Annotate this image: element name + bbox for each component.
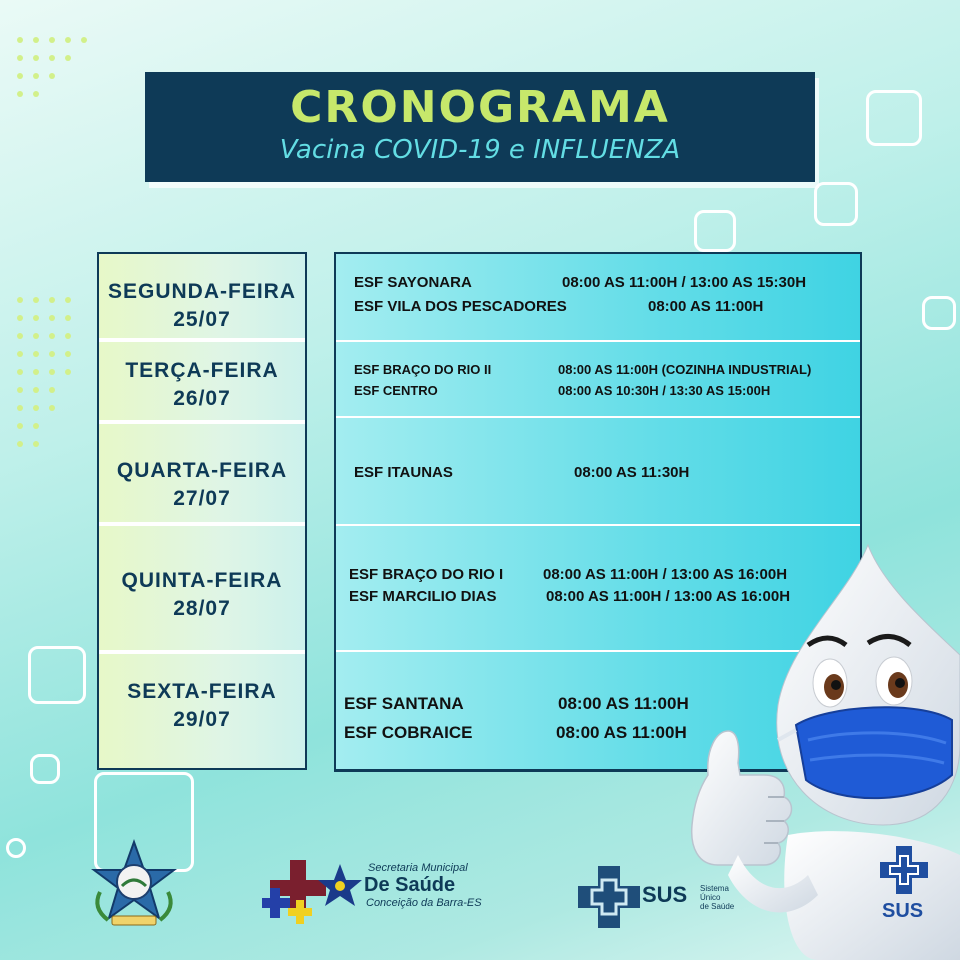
schedule-place: ESF BRAÇO DO RIO I (349, 566, 504, 583)
row-divider (336, 340, 860, 342)
outline-square-decoration (28, 646, 86, 704)
secretaria-line2: De Saúde (364, 874, 456, 896)
page-title: CRONOGRAMA (290, 82, 670, 133)
sus-wordmark: SUS (642, 882, 688, 907)
secretaria-saude-wordmark (364, 862, 482, 909)
day-cell-thursday (99, 567, 305, 623)
outline-square-decoration (6, 838, 26, 858)
day-cell-monday (99, 278, 305, 334)
row-divider (99, 522, 305, 526)
schedule-place: ESF VILA DOS PESCADORES (354, 298, 567, 315)
day-date: 26/07 (173, 387, 231, 410)
sus-badge-cross-icon (880, 846, 928, 900)
row-divider (99, 650, 305, 654)
days-column (97, 252, 307, 770)
state-coat-of-arms-icon (86, 838, 182, 930)
sus-caption (700, 884, 734, 911)
schedule-time: 08:00 AS 11:00H / 13:00 AS 16:00H (546, 588, 791, 605)
outline-square-decoration (866, 90, 922, 146)
day-date: 27/07 (173, 487, 231, 510)
row-divider (99, 420, 305, 424)
schedule-time: 08:00 AS 11:00H (COZINHA INDUSTRIAL) (558, 362, 812, 377)
schedule-place: ESF SAYONARA (354, 274, 472, 291)
day-date: 29/07 (173, 708, 231, 731)
secretaria-line1: Secretaria Municipal (368, 862, 468, 874)
page-subtitle: Vacina COVID-19 e INFLUENZA (279, 135, 681, 165)
day-name: TERÇA-FEIRA (125, 359, 279, 382)
sus-caption-line: de Saúde (700, 902, 735, 911)
day-name: QUINTA-FEIRA (121, 569, 283, 592)
title-banner (145, 72, 815, 182)
day-cell-wednesday (99, 457, 305, 513)
schedule-time: 08:00 AS 11:30H (574, 464, 690, 481)
schedule-time: 08:00 AS 11:00H (556, 723, 687, 742)
day-cell-tuesday (99, 357, 305, 413)
day-name: SEXTA-FEIRA (127, 680, 277, 703)
schedule-place: ESF BRAÇO DO RIO II (354, 362, 492, 377)
outline-square-decoration (30, 754, 60, 784)
sus-caption-line: Único (700, 893, 721, 902)
schedule-place: ESF ITAUNAS (354, 464, 453, 481)
outline-square-decoration (694, 210, 736, 252)
sus-cross-icon (578, 866, 640, 928)
row-divider (336, 416, 860, 418)
day-date: 28/07 (173, 597, 231, 620)
schedule-place: ESF COBRAICE (344, 723, 473, 742)
outline-square-decoration (922, 296, 956, 330)
day-name: QUARTA-FEIRA (116, 459, 288, 482)
row-divider (99, 338, 305, 342)
schedule-time: 08:00 AS 10:30H / 13:30 AS 15:00H (558, 383, 771, 398)
secretaria-line3: Conceição da Barra-ES (366, 897, 482, 909)
schedule-place: ESF CENTRO (354, 383, 438, 398)
schedule-time: 08:00 AS 11:00H / 13:00 AS 15:30H (562, 274, 807, 291)
schedule-time: 08:00 AS 11:00H (558, 694, 689, 713)
schedule-place: ESF MARCILIO DIAS (349, 588, 497, 605)
schedule-place: ESF SANTANA (344, 694, 464, 713)
outline-square-decoration (814, 182, 858, 226)
row-divider (336, 524, 860, 526)
day-date: 25/07 (173, 308, 231, 331)
schedule-time: 08:00 AS 11:00H (648, 298, 764, 315)
sus-badge-text: SUS (882, 900, 924, 922)
sus-caption-line: Sistema (700, 884, 729, 893)
day-cell-friday (99, 678, 305, 734)
day-name: SEGUNDA-FEIRA (107, 280, 296, 303)
secretaria-saude-logo-icon (262, 858, 366, 926)
dot-pattern-decoration (0, 0, 100, 620)
schedule-time: 08:00 AS 11:00H / 13:00 AS 16:00H (543, 566, 788, 583)
